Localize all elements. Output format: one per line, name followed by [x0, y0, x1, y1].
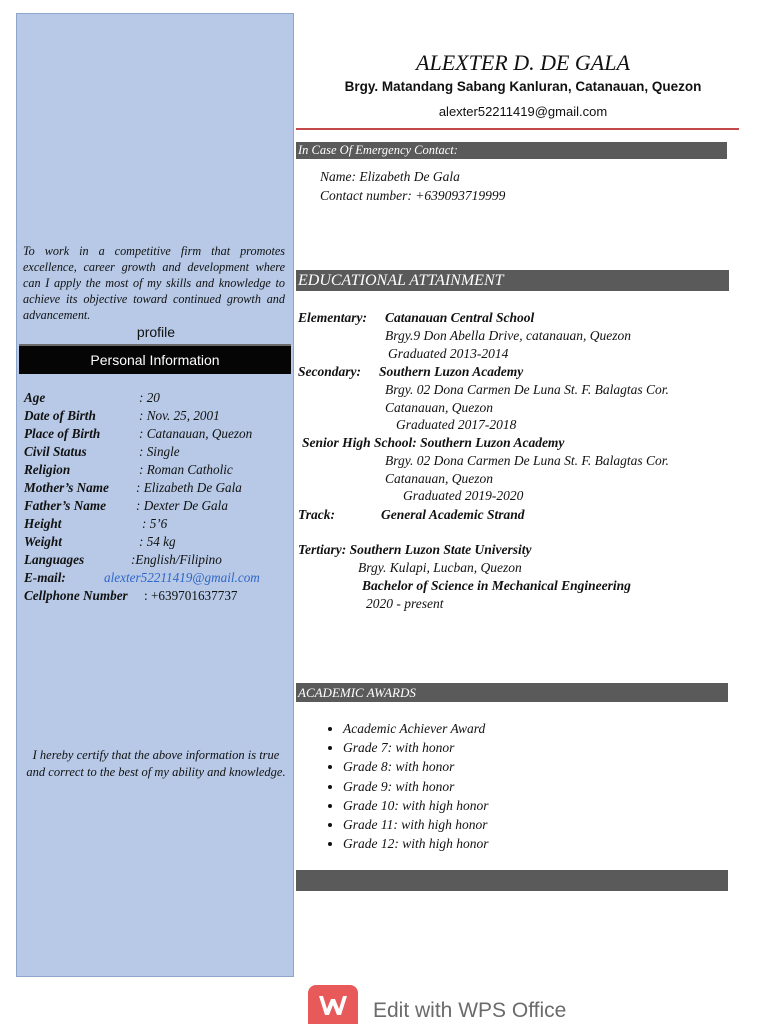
applicant-email: alexter52211419@gmail.com — [438, 104, 608, 119]
info-label: Place of Birth — [24, 426, 101, 441]
info-value: : Roman Catholic — [139, 462, 233, 477]
list-item: • Grade 8: with honor — [343, 757, 489, 776]
list-item: • Grade 10: with high honor — [343, 796, 489, 815]
wps-edit-banner[interactable] — [308, 985, 598, 1024]
secondary-graduated: Graduated 2017-2018 — [396, 417, 517, 432]
wps-logo-icon — [308, 985, 358, 1024]
secondary-school: Southern Luzon Academy — [379, 364, 524, 379]
personal-info-row-birthdate — [24, 407, 294, 425]
empty-section-bar — [296, 870, 728, 891]
info-label: Mother’s Name — [24, 480, 109, 495]
info-label: Weight — [24, 534, 62, 549]
applicant-name: ALEXTER D. DE GALA — [416, 50, 630, 75]
education-header: EDUCATIONAL ATTAINMENT — [296, 270, 729, 291]
track-label: Track: — [298, 507, 335, 522]
personal-info-row-email — [24, 569, 294, 587]
sidebar — [16, 13, 294, 977]
profile-label: profile — [136, 324, 176, 340]
track-value: General Academic Strand — [381, 507, 525, 522]
info-value: : 54 kg — [139, 534, 176, 549]
personal-info-row-height — [24, 515, 294, 533]
personal-info-row-father — [24, 497, 294, 515]
info-label: Age — [24, 390, 46, 405]
info-value: : 5’6 — [142, 516, 168, 531]
tertiary-years: 2020 - present — [366, 596, 444, 611]
shs-address-line2: Catanauan, Quezon — [385, 471, 493, 486]
certification-statement: I hereby certify that the above information is true and correct to the best of my ability and knowledge. — [26, 748, 286, 779]
list-item: • Academic Achiever Award — [343, 719, 489, 738]
info-label: Civil Status — [24, 444, 87, 459]
list-item: • Grade 12: with high honor — [343, 834, 489, 853]
tertiary-degree: Bachelor of Science in Mechanical Engineering — [362, 578, 631, 593]
info-label: Cellphone Number — [24, 588, 128, 603]
info-value: : Dexter De Gala — [136, 498, 228, 513]
shs-address-line1: Brgy. 02 Dona Carmen De Luna St. F. Balagtas Cor. — [385, 453, 669, 468]
applicant-address: Brgy. Matandang Sabang Kanluran, Catanauan, Quezon — [344, 79, 702, 94]
personal-info-row-birthplace — [24, 425, 294, 443]
info-label: Religion — [24, 462, 71, 477]
personal-info-row-religion — [24, 461, 294, 479]
list-item: • Grade 9: with honor — [343, 777, 489, 796]
personal-info-header: Personal Information — [19, 344, 291, 374]
list-item: • Grade 7: with honor — [343, 738, 489, 757]
wps-edit-label: Edit with WPS Office — [373, 999, 567, 1022]
info-label: Height — [24, 516, 62, 531]
emergency-contact-header: In Case Of Emergency Contact: — [296, 142, 727, 159]
info-value: : +639701637737 — [144, 588, 238, 603]
info-value: : Single — [139, 444, 180, 459]
personal-info-row-civil-status — [24, 443, 294, 461]
info-value: : Nov. 25, 2001 — [139, 408, 220, 423]
info-label: E-mail: — [24, 570, 66, 585]
tertiary-school: Tertiary: Southern Luzon State University — [298, 542, 532, 557]
info-value: : Elizabeth De Gala — [136, 480, 242, 495]
info-value: : 20 — [139, 390, 160, 405]
header-divider — [296, 128, 739, 130]
secondary-address-line1: Brgy. 02 Dona Carmen De Luna St. F. Balagtas Cor. — [385, 382, 669, 397]
emergency-contact-number: Contact number: +639093719999 — [320, 188, 506, 203]
elementary-label: Elementary: — [298, 310, 367, 325]
shs-graduated: Graduated 2019-2020 — [403, 488, 524, 503]
email-link[interactable]: alexter52211419@gmail.com — [104, 570, 260, 585]
list-item: • Grade 11: with high honor — [343, 815, 489, 834]
personal-info-row-weight — [24, 533, 294, 551]
tertiary-address: Brgy. Kulapi, Lucban, Quezon — [358, 560, 522, 575]
secondary-label: Secondary: — [298, 364, 361, 379]
elementary-school: Catanauan Central School — [385, 310, 535, 325]
elementary-graduated: Graduated 2013-2014 — [388, 346, 509, 361]
senior-high-school: Senior High School: Southern Luzon Academy — [302, 435, 565, 450]
personal-info-row-languages — [24, 551, 294, 569]
personal-info-row-age — [24, 389, 294, 407]
academic-awards-header: ACADEMIC AWARDS — [296, 683, 728, 702]
info-value: :English/Filipino — [131, 552, 222, 567]
info-label: Languages — [24, 552, 85, 567]
info-label: Father’s Name — [24, 498, 106, 513]
elementary-address: Brgy.9 Don Abella Drive, catanauan, Quezon — [385, 328, 631, 343]
awards-list — [300, 719, 489, 853]
secondary-address-line2: Catanauan, Quezon — [385, 400, 493, 415]
info-value: : Catanauan, Quezon — [139, 426, 253, 441]
career-objective: To work in a competitive firm that promotes excellence, career growth and development where can I apply the most of my skills and knowledge to achieve its objective toward continued growth and advancement. — [23, 244, 285, 322]
info-label: Date of Birth — [24, 408, 96, 423]
emergency-contact-name: Name: Elizabeth De Gala — [320, 169, 460, 184]
personal-info-row-cellphone — [24, 587, 294, 605]
personal-info-row-mother — [24, 479, 294, 497]
